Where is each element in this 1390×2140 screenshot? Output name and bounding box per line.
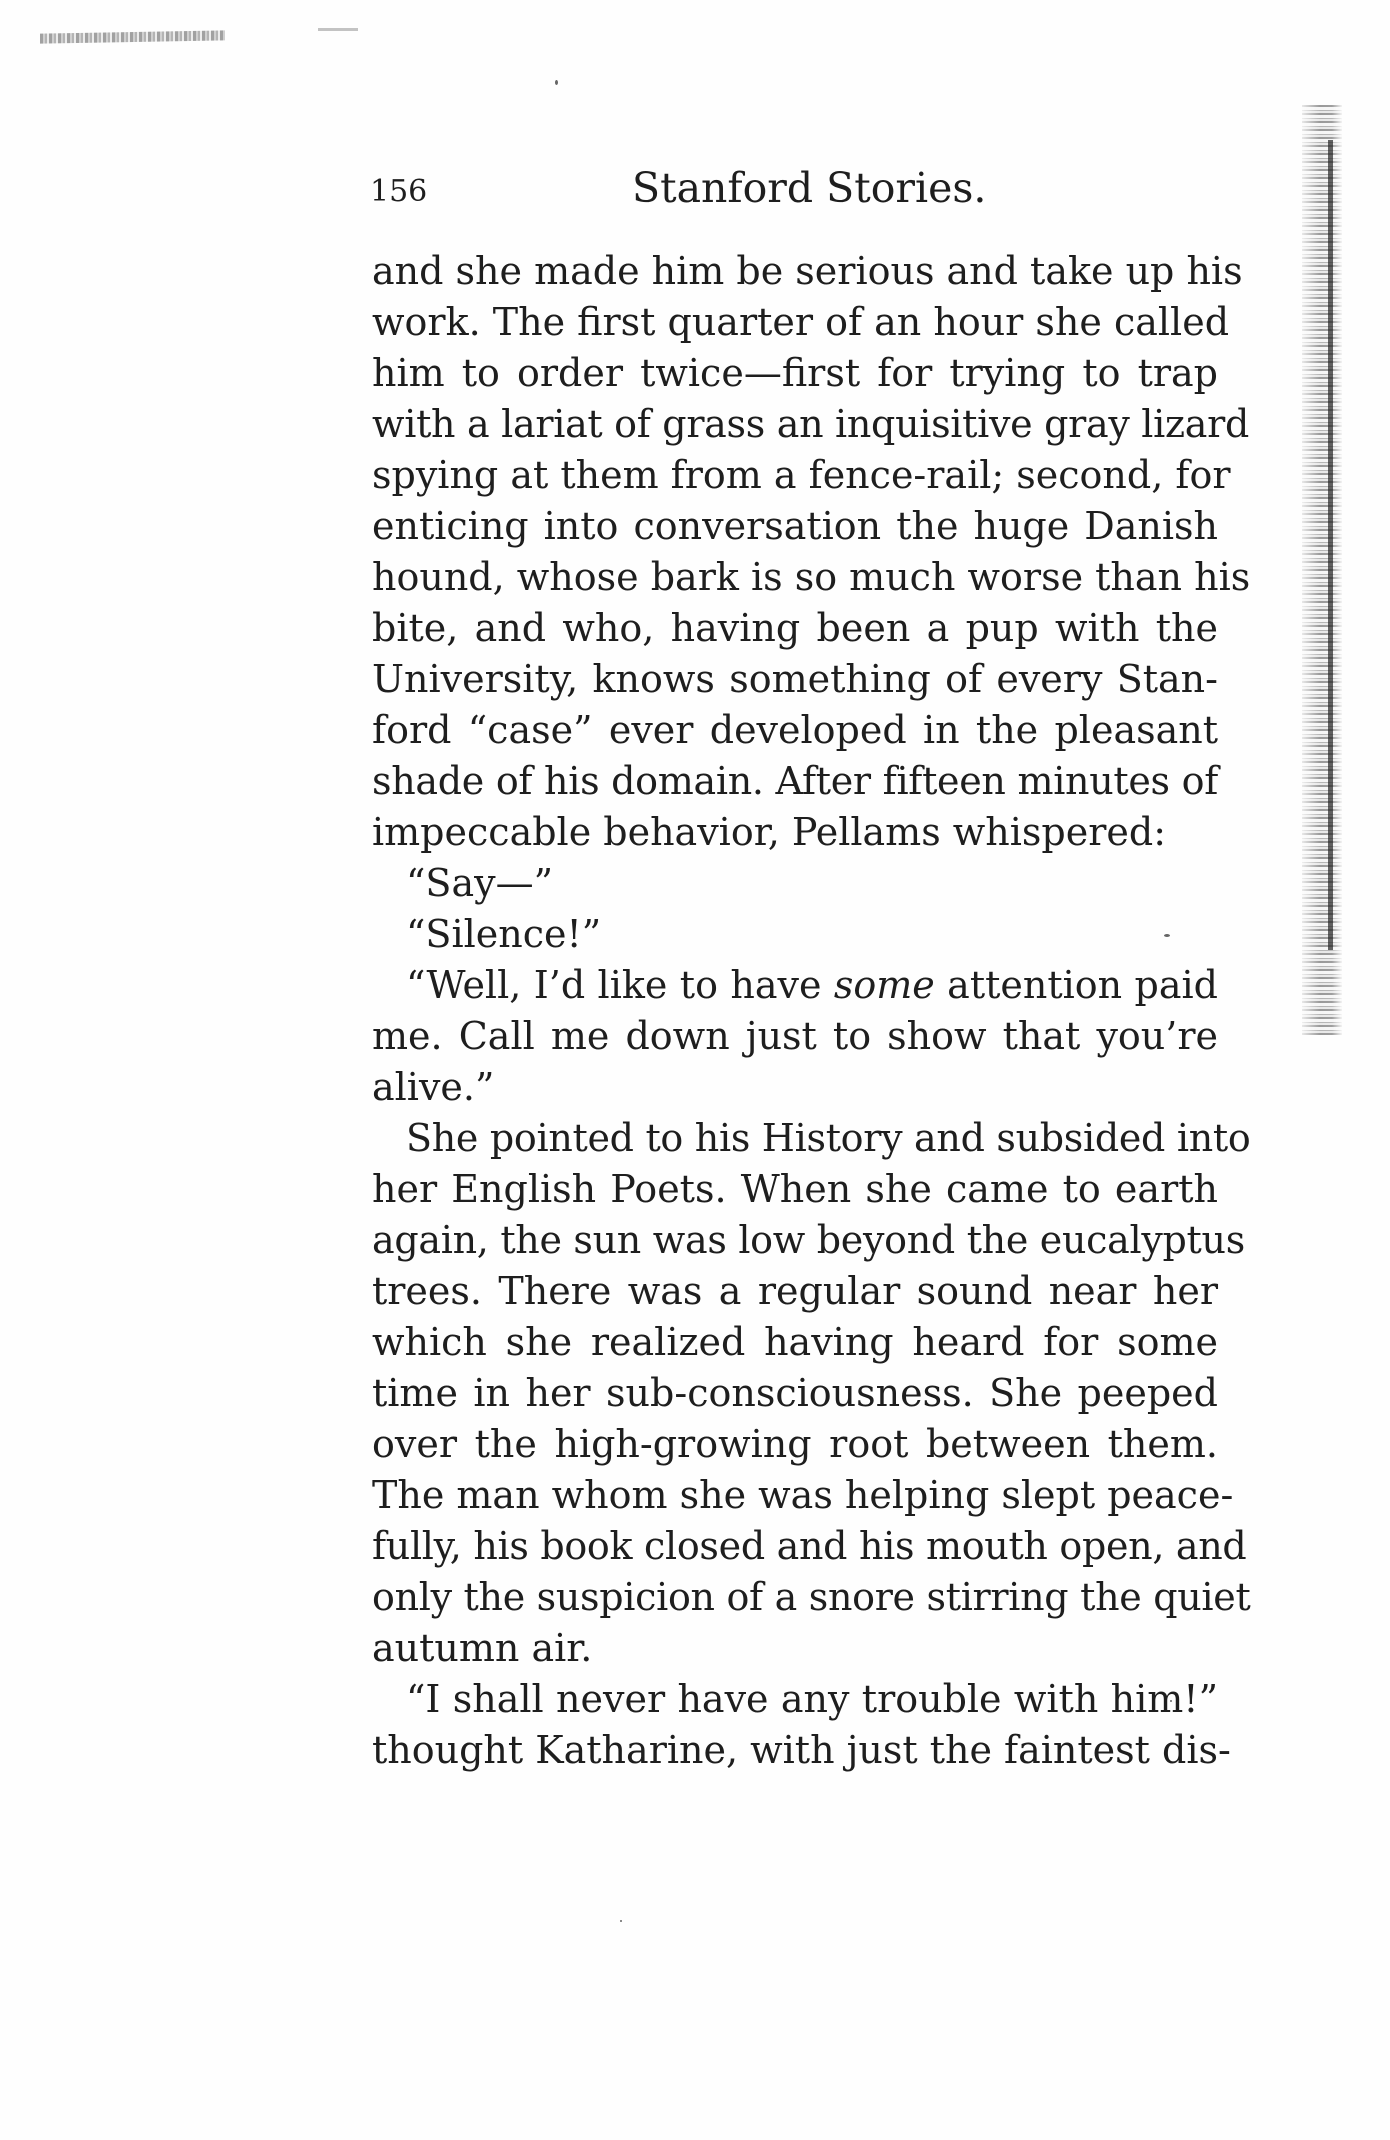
text-line: thought Katharine, with just the faintest dis- [372, 1728, 1231, 1772]
text-line: again, the sun was low beyond the eucalyptus [372, 1218, 1245, 1262]
text-line: “Silence!” [406, 912, 602, 956]
text-line: impeccable behavior, Pellams whispered: [372, 810, 1167, 854]
text-line: “Well, I’d like to have some attention paid [406, 963, 1218, 1007]
text-line: me. Call me down just to show that you’re [372, 1014, 1218, 1058]
text-line: work. The first quarter of an hour she called [372, 300, 1230, 344]
page-number: 156 [370, 174, 428, 209]
text-line: and she made him be serious and take up his [372, 249, 1243, 293]
scan-binding-edge-core [1328, 140, 1333, 950]
text-line: him to order twice—first for trying to trap [372, 351, 1218, 395]
text-line: enticing into conversation the huge Danish [372, 504, 1218, 548]
emphasis-word: some [833, 963, 935, 1007]
text-line: shade of his domain. After fifteen minutes of [372, 759, 1218, 803]
scan-artifact-top [40, 30, 225, 43]
text-line: bite, and who, having been a pup with the [372, 606, 1218, 650]
running-head [370, 160, 990, 220]
running-title: Stanford Stories. [632, 164, 987, 212]
text-line: only the suspicion of a snore stirring the quiet [372, 1575, 1251, 1619]
text-line: time in her sub-consciousness. She peeped [372, 1371, 1218, 1415]
text-line: ford “case” ever developed in the pleasant [372, 708, 1218, 752]
text-line: autumn air. [372, 1626, 593, 1670]
text-line: trees. There was a regular sound near her [372, 1269, 1218, 1313]
scan-binding-edge [1302, 105, 1342, 1035]
text-line: hound, whose bark is so much worse than his [372, 555, 1251, 599]
text-line: with a lariat of grass an inquisitive gray lizard [372, 402, 1249, 446]
text-line: her English Poets. When she came to earth [372, 1167, 1218, 1211]
text-line: The man whom she was helping slept peace- [372, 1473, 1234, 1517]
text-line: which she realized having heard for some [372, 1320, 1218, 1364]
text-line: She pointed to his History and subsided into [406, 1116, 1251, 1160]
text-line: fully, his book closed and his mouth open, and [372, 1524, 1247, 1568]
text-line: “I shall never have any trouble with him!” [406, 1677, 1218, 1721]
scan-artifact-mark [318, 28, 358, 31]
text-line: spying at them from a fence-rail; second, for [372, 453, 1231, 497]
text-line: University, knows something of every Stan- [372, 657, 1218, 701]
text-line: alive.” [372, 1065, 495, 1109]
body-text [372, 246, 1251, 1776]
text-line: “Say—” [406, 861, 554, 905]
text-line: over the high-growing root between them. [372, 1422, 1218, 1466]
